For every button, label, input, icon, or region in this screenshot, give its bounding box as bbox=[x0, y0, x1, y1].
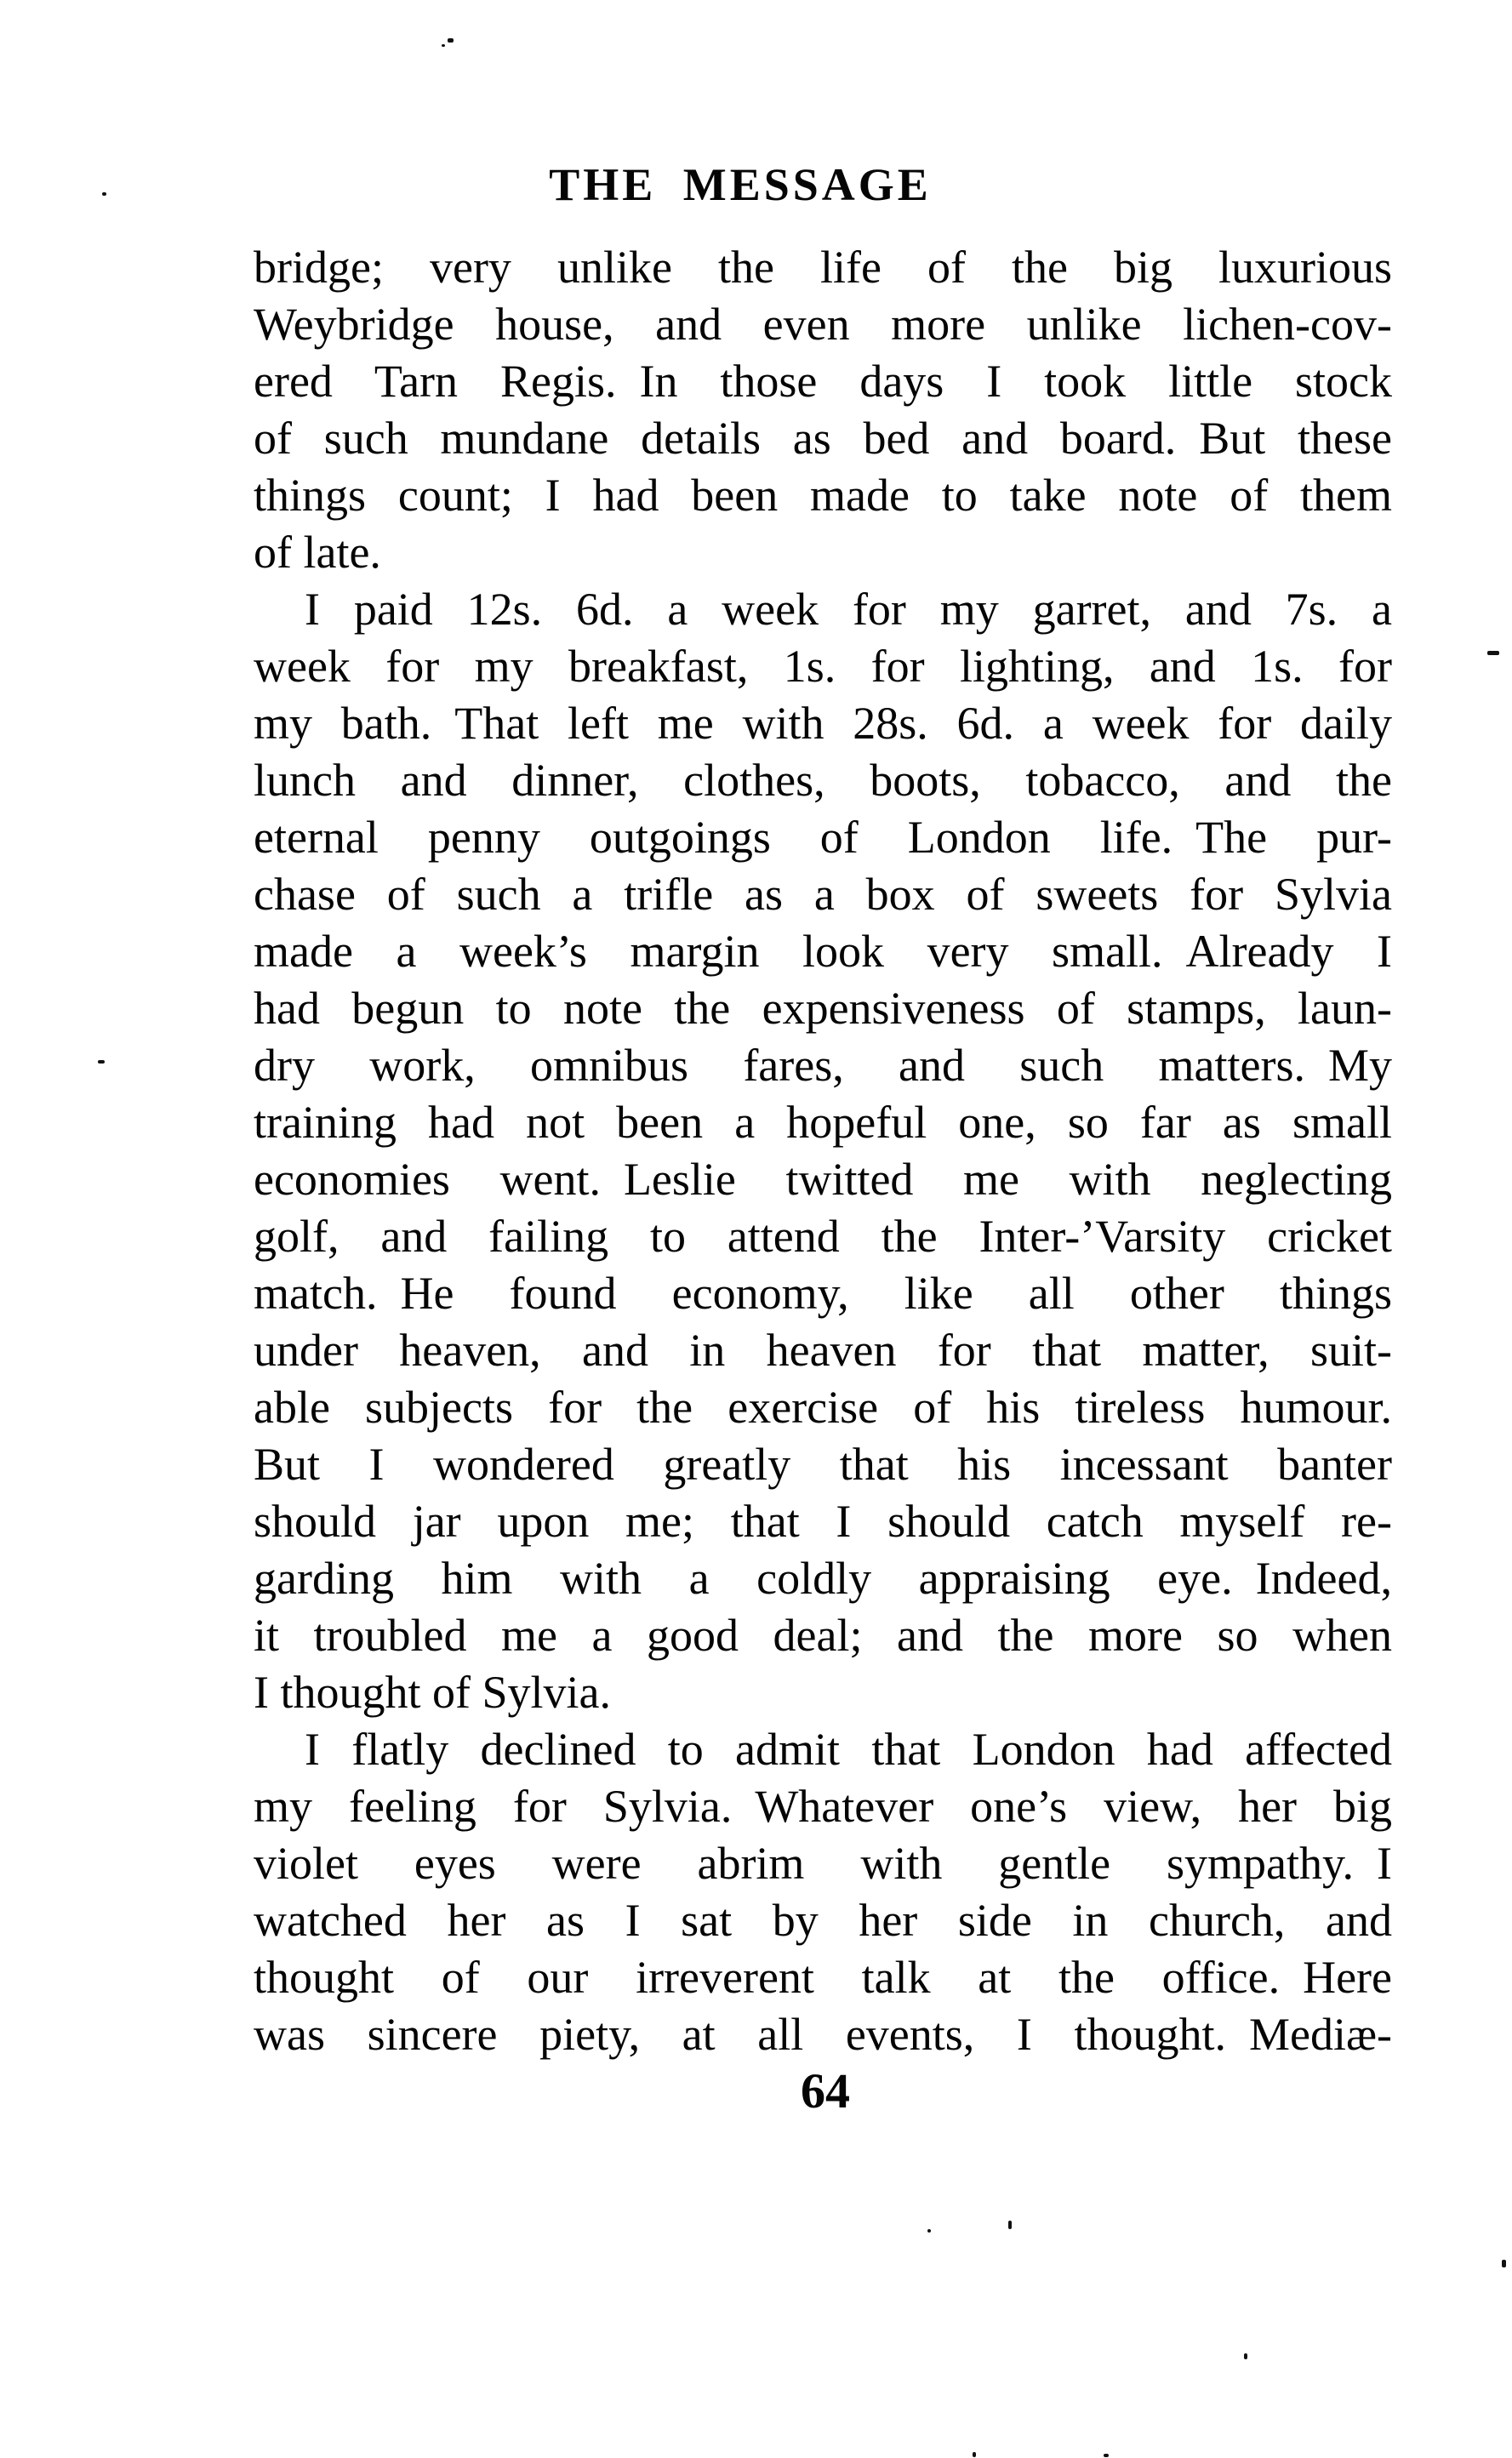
text-line: thought of our irreverent talk at the office. Here bbox=[254, 1952, 1392, 2003]
text-line: week for my breakfast, 1s. for lighting, and 1s. for bbox=[254, 641, 1392, 692]
text-line: match. He found economy, like all other things bbox=[254, 1268, 1392, 1319]
text-line: dry work, omnibus fares, and such matters. My bbox=[254, 1040, 1392, 1091]
scan-speck bbox=[1104, 2454, 1109, 2457]
scan-speck bbox=[448, 38, 454, 43]
text-line: garding him with a coldly appraising eye. Indeed, bbox=[254, 1553, 1392, 1604]
text-line: I flatly declined to admit that London had affected bbox=[305, 1724, 1392, 1775]
scan-speck bbox=[927, 2229, 931, 2233]
text-line: under heaven, and in heaven for that matter, suit- bbox=[254, 1325, 1392, 1376]
scan-speck bbox=[973, 2452, 976, 2457]
text-line: eternal penny outgoings of London life. The pur- bbox=[254, 812, 1392, 863]
text-line: violet eyes were abrim with gentle sympathy. I bbox=[254, 1838, 1392, 1889]
scan-speck bbox=[1008, 2221, 1012, 2229]
scan-speck bbox=[1244, 2353, 1247, 2359]
text-line: of such mundane details as bed and board. But these bbox=[254, 413, 1392, 464]
text-line: golf, and failing to attend the Inter-’Varsity cricket bbox=[254, 1211, 1392, 1262]
text-line: my feeling for Sylvia. Whatever one’s view, her big bbox=[254, 1781, 1392, 1832]
text-line: economies went. Leslie twitted me with neglecting bbox=[254, 1154, 1392, 1205]
body-text bbox=[254, 239, 1392, 2063]
text-line: was sincere piety, at all events, I thought. Mediæ- bbox=[254, 2009, 1392, 2060]
scan-speck bbox=[98, 1060, 105, 1064]
text-line: should jar upon me; that I should catch myself re- bbox=[254, 1496, 1392, 1547]
text-line: training had not been a hopeful one, so far as small bbox=[254, 1097, 1392, 1148]
scan-speck bbox=[102, 192, 106, 196]
text-line: watched her as I sat by her side in church, and bbox=[254, 1895, 1392, 1946]
text-line: chase of such a trifle as a box of sweets for Sylvia bbox=[254, 869, 1392, 920]
text-line: lunch and dinner, clothes, boots, tobacco, and the bbox=[254, 755, 1392, 806]
text-line: But I wondered greatly that his incessant banter bbox=[254, 1439, 1392, 1490]
text-line: bridge; very unlike the life of the big luxurious bbox=[254, 242, 1392, 293]
text-line: my bath. That left me with 28s. 6d. a week for daily bbox=[254, 698, 1392, 749]
text-line: it troubled me a good deal; and the more so when bbox=[254, 1610, 1392, 1661]
text-line: Weybridge house, and even more unlike lichen-cov- bbox=[254, 299, 1392, 350]
scan-speck bbox=[1487, 651, 1499, 655]
page-number: 64 bbox=[801, 2063, 850, 2119]
text-line: made a week’s margin look very small. Already I bbox=[254, 926, 1392, 977]
text-line: able subjects for the exercise of his tireless humour. bbox=[254, 1382, 1392, 1433]
text-line: I thought of Sylvia. bbox=[254, 1667, 611, 1718]
scan-speck bbox=[1502, 2260, 1506, 2267]
text-line: things count; I had been made to take note of them bbox=[254, 470, 1392, 521]
page-title: THE MESSAGE bbox=[549, 159, 932, 210]
text-line: I paid 12s. 6d. a week for my garret, and 7s. a bbox=[305, 584, 1392, 635]
text-line: ered Tarn Regis. In those days I took little stock bbox=[254, 356, 1392, 407]
scan-speck bbox=[442, 44, 445, 47]
text-line: of late. bbox=[254, 527, 381, 578]
text-line: had begun to note the expensiveness of stamps, laun- bbox=[254, 983, 1392, 1034]
